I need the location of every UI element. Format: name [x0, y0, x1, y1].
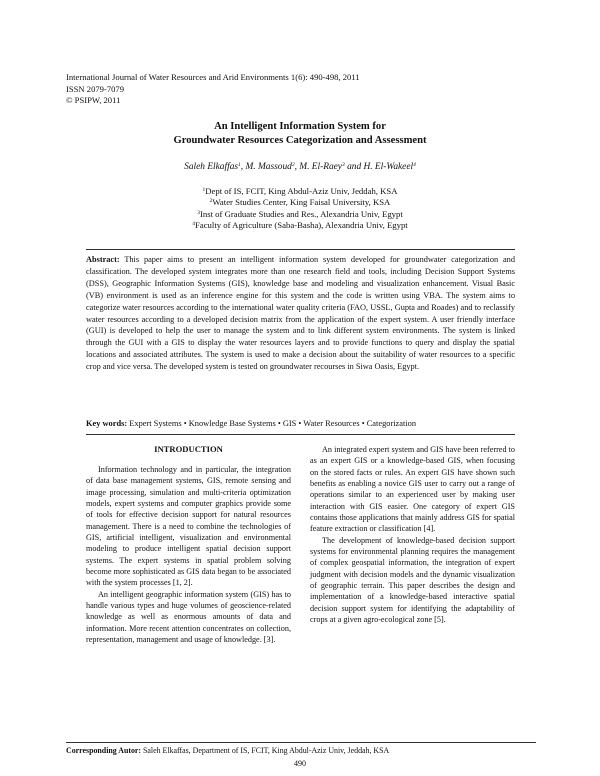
section-heading: INTRODUCTION — [154, 444, 223, 454]
author-sep: , — [240, 162, 246, 172]
affiliation: $^3$Inst of Graduate Studies and Res., Alexandria Univ, Egypt — [197, 208, 403, 219]
paragraph: The development of knowledge-based decision support systems for environmental planning requires the management of complex geospatial information, the integration of expert judgment with decision models and the dynamic visualization of geographic terrain. This paper describes the design and implementation of a knowledge-based interactive spatial decision support system for identifying the adaptability of crops at a given agro-ecological zone [5]. — [310, 535, 515, 625]
affiliations — [60, 186, 540, 231]
journal-citation: International Journal of Water Resources and Arid Environments 1(6): 490-498, 2011 — [66, 72, 360, 82]
keywords — [86, 418, 515, 429]
author-sup: 1 — [238, 162, 241, 168]
copyright: © PSIPW, 2011 — [66, 95, 121, 105]
keywords-text: Expert Systems • Knowledge Base Systems • GIS • Water Resources • Categorization — [129, 419, 417, 428]
abstract-top-rule — [86, 249, 515, 250]
author-list — [60, 161, 540, 173]
abstract-label: Abstract: — [86, 255, 120, 264]
paragraph: An integrated expert system and GIS have been referred to as an expert GIS or a knowledge-based GIS, when focusing on the stored facts or rules. An expert GIS have shown such benefits as enabling a novice GIS user to carry out a range of operations similar to an experienced user by making user interaction with GIS easier. One category of expert GIS contains those applications that mainly address GIS for spatial feature extraction or classification [4]. — [310, 445, 515, 534]
corresponding-author — [66, 746, 536, 756]
affiliation: $^1$Dept of IS, FCIT, King Abdul-Aziz Univ, Jeddah, KSA — [202, 186, 398, 196]
right-column — [310, 444, 515, 626]
issn: ISSN 2079-7079 — [66, 83, 125, 94]
page-number: 490 — [294, 759, 306, 768]
author-name: M. Massoud — [245, 162, 292, 172]
paragraph: Information technology and in particular, the integration of data base management systems, GIS, remote sensing and image processing, simulation and multi-criteria optimization models, expert systems and computer graphics provide some of tools for effective decision support for natural resources management. There is a need to combine the technologies of GIS, artificial intelligent, visualization and environmental modeling to produce intelligent spatial decision support systems. The expert systems in spatial problem solving become more sophisticated as GIS data began to be associated with the system processes [1, 2]. — [86, 465, 291, 588]
paper-title — [60, 120, 540, 148]
author-name: M. El-Raey — [299, 162, 342, 172]
author-sup: 3 — [341, 162, 345, 168]
corresponding-author-text: Saleh Elkaffas, Department of IS, FCIT, King Abdul-Aziz Univ, Jeddah, KSA — [143, 746, 390, 755]
author-name: Saleh Elkaffas — [184, 162, 239, 172]
affiliation: $^4$Faculty of Agriculture (Saba-Basha), Alexandria Univ, Egypt — [192, 219, 408, 230]
left-column — [86, 444, 291, 646]
paragraph: An intelligent geographic information system (GIS) has to handle various types and huge volumes of geoscience-related knowledge as well as enormous amounts of data and information. More recent attention concentrates on collection, representation, management and usage of knowledge. [3]. — [86, 589, 291, 645]
keywords-label: Key words: — [86, 419, 128, 428]
author-sup: 4 — [413, 162, 416, 168]
author-name: H. El-Wakeel — [363, 162, 414, 172]
footer-rule — [66, 742, 536, 743]
abstract — [86, 254, 515, 373]
author-sep: , — [294, 162, 300, 172]
author-sep: and — [344, 162, 364, 172]
abstract-text: This paper aims to present an intelligent information system developed for groundwater categorization and classification. The developed system integrates more than one research field and tools, including Decision Support Systems (DSS), Geographic Information Systems (GIS), knowledge base and modeling and visualization enhancement. Visual Basic (VB) environment is used as an inference engine for this system and the code is written using VBA. The system aims to categorize water resources according to the international water quality criteria (FAO, USSL, Gupta and Roades) and to reclassify water resources according to a developed decision matrix from the application of the expert system. A user friendly interface (GUI) is developed to help the user to manage the system and to link different system environments. The system is linked through the GUI with a GIS to display the water resources layers and to provide functions to query and display the spatial locations and associated attributes. The system is used to make a decision about the suitability of water resources to a specific crop and vice versa. The developed system is tested on groundwater recourses in Siwa Oasis, Egypt. — [86, 255, 515, 372]
title-line-2: Groundwater Resources Categorization and Assessment — [173, 135, 427, 146]
keywords-bottom-rule — [86, 434, 515, 435]
author-sup: 2 — [291, 162, 295, 168]
affiliation: $^2$Water Studies Center, King Faisal University, KSA — [209, 197, 391, 208]
journal-header — [66, 72, 360, 107]
corresponding-author-label: Corresponding Autor: — [66, 746, 142, 755]
title-line-1: An Intelligent Information System for — [214, 121, 386, 132]
